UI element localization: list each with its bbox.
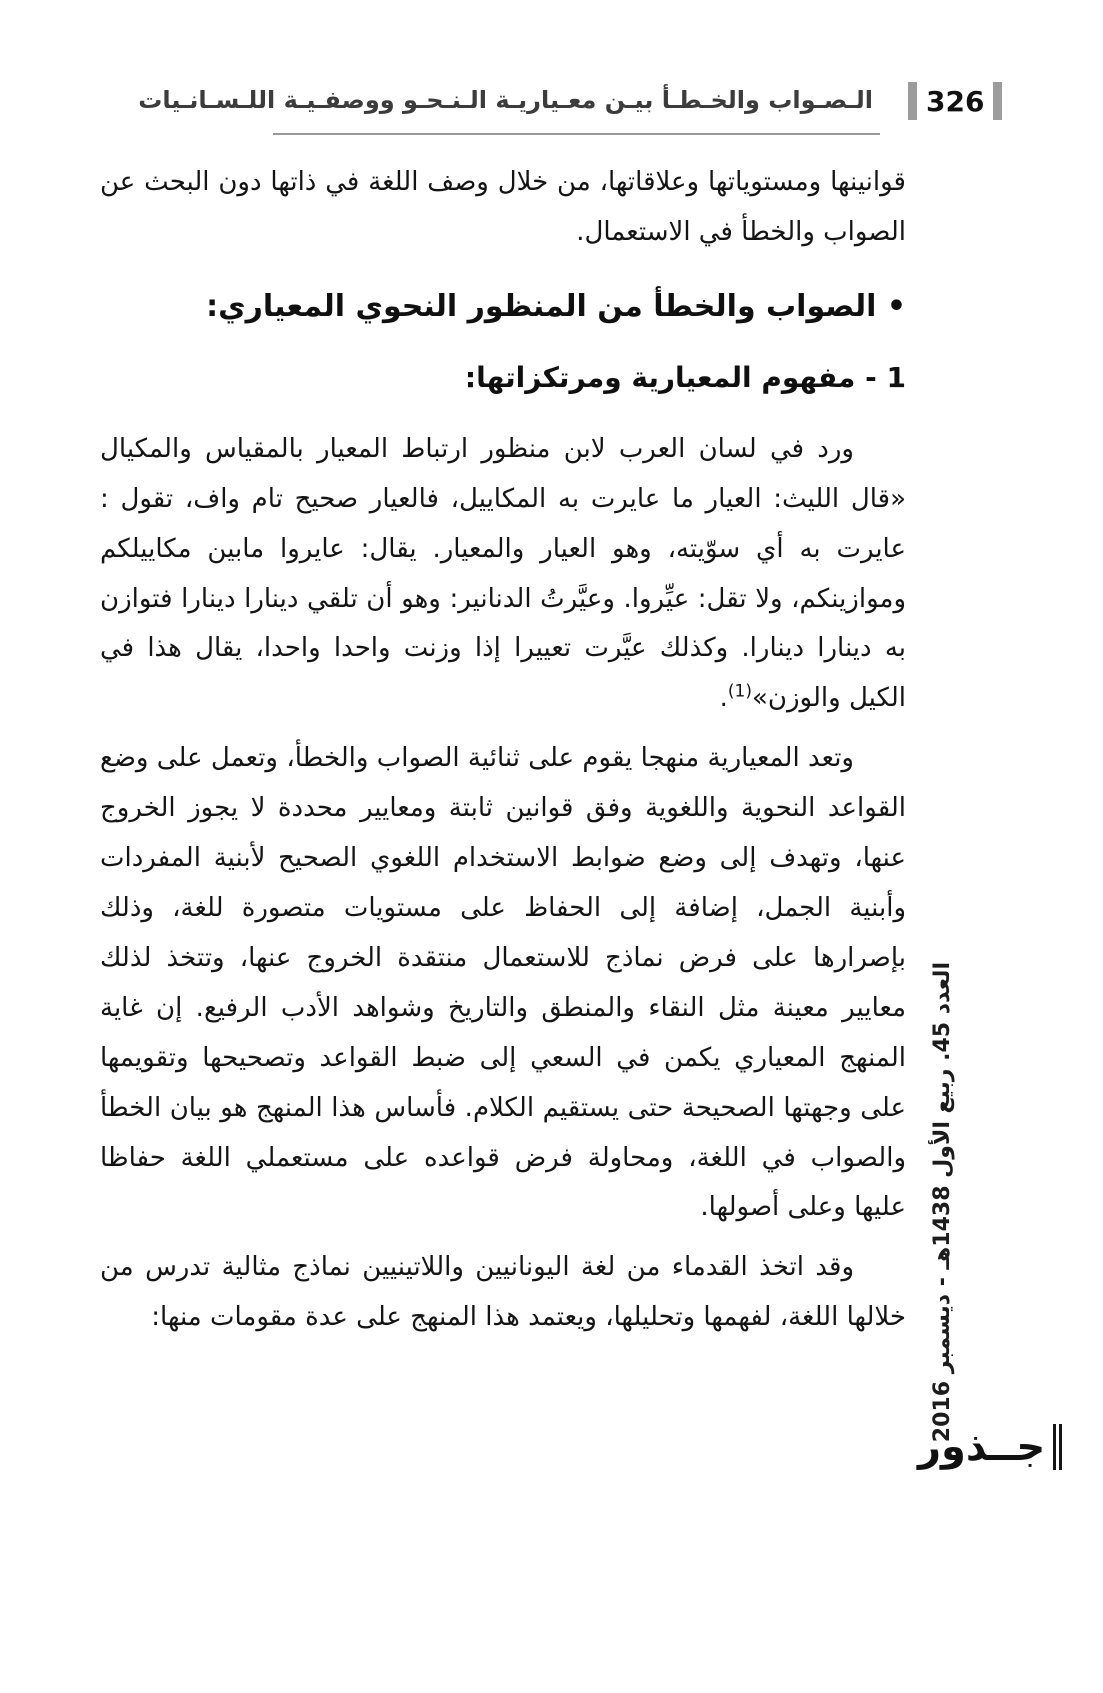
definition-paragraph [100, 425, 906, 724]
page-number-left-bar-icon [908, 82, 917, 120]
article-body [100, 158, 906, 1353]
footnote-reference-1: (1) [727, 681, 752, 702]
journal-logo [918, 1424, 1062, 1470]
header-divider [273, 133, 880, 135]
page-number: 326 [926, 84, 985, 118]
normative-method-paragraph: وتعد المعيارية منهجا يقوم على ثنائية الصواب والخطأ، وتعمل على وضع القواعد النحوية واللغوية وفق قوانين ثابتة ومعايير محددة لا يجوز الخروج عنها، وتهدف إلى وضع ضوابط الاستخدام اللغوي الصحيح لأبنية المفردات وأبنية الجمل، إضافة إلى الحفاظ على مستويات متصورة للغة، وذلك بإصرارها على فرض نماذج للاستعمال منتقدة الخروج عنها، وتتخذ لذلك معايير معينة مثل النقاء والمنطق والتاريخ وشواهد الأدب الرفيع. إن غاية المنهج المعياري يكمن في السعي إلى ضبط القواعد وتصحيحها وتقويمها على وجهتها الصحيحة حتى يستقيم الكلام. فأساس هذا المنهج هو بيان الخطأ والصواب في اللغة، ومحاولة فرض قواعده على مستعملي اللغة حفاظا عليها وعلى أصولها. [100, 743, 906, 1223]
issue-info-vertical: العدد 45. ربيع الأول 1438هـ - ديسمبر 2016 [930, 962, 955, 1443]
running-head-title: الـصـواب والخـطـأ بيـن معـياريـة الـنـحـو ووصفـيـة اللـسـانـيات [138, 86, 873, 114]
page-number-badge [908, 82, 1002, 120]
page-number-right-bar-icon [993, 82, 1002, 120]
continuation-paragraph: قوانينها ومستوياتها وعلاقاتها، من خلال وصف اللغة في ذاتها دون البحث عن الصواب والخطأ في الاستعمال. [100, 167, 906, 247]
section-heading: • الصواب والخطأ من المنظور النحوي المعياري: [206, 288, 906, 324]
logo-double-bar-icon [1053, 1424, 1062, 1470]
definition-paragraph-period: . [719, 683, 728, 714]
subsection-heading: 1 - مفهوم المعيارية ومرتكزاتها: [464, 360, 906, 394]
ancients-models-paragraph: وقد اتخذ القدماء من لغة اليونانيين واللاتينيين نماذج مثالية تدرس من خلالها اللغة، لفهمها وتحليلها، ويعتمد هذا المنهج على عدة مقومات منها: [100, 1252, 906, 1333]
journal-logo-text: جــذور [918, 1424, 1046, 1470]
definition-paragraph-text: ورد في لسان العرب لابن منظور ارتباط المعيار بالمقياس والمكيال «قال الليث: العيار ما عايرت به المكاييل، فالعيار صحيح تام واف، تقول : عايرت به أي سوّيته، وهو العيار والمعيار. يقال: عايروا مابين مكاييلكم وموازينكم، ولا تقل: عيِّروا. وعيَّرتُ الدنانير: وهو أن تلقي دينارا دينارا فتوازن به دينارا دينارا. وكذلك عيَّرت تعييرا إذا وزنت واحدا واحدا، يقال هذا في الكيل والوزن» [100, 433, 906, 714]
